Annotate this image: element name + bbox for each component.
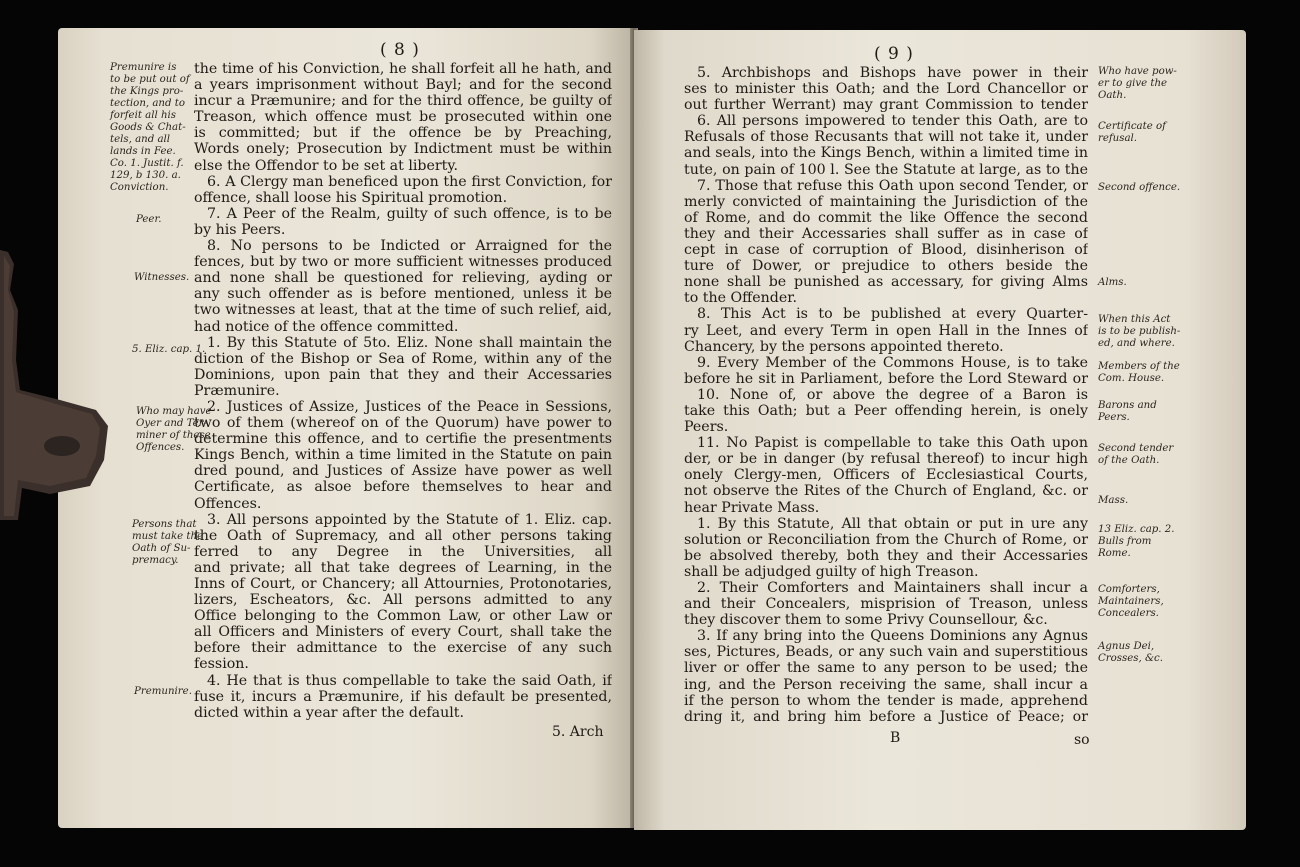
published-note	[1098, 314, 1180, 350]
text-line: before their admittance to the exercise of any such	[194, 640, 612, 657]
premunire-note	[110, 62, 190, 194]
text-line: 11. No Papist is compellable to take this Oath upon	[697, 435, 1088, 452]
margin-note-line: premacy.	[132, 555, 179, 566]
margin-note-line: Oyer and Ter-	[136, 418, 207, 429]
left-page-number: ( 8 )	[380, 40, 420, 60]
text-line: diction of the Bishop or Sea of Rome, within any of the	[194, 350, 612, 367]
margin-note-line: forfeit all his	[110, 110, 177, 121]
text-line: to the Offender.	[684, 290, 797, 307]
text-line: any such offender as is before mentioned, unless it be	[194, 286, 612, 303]
metal-book-clip	[0, 250, 110, 520]
margin-note-line: Peer.	[136, 214, 162, 225]
text-line: 5. Archbishops and Bishops have power in their	[697, 65, 1088, 81]
text-line: two of them (whereof on of the Quorum) have power to	[194, 415, 612, 432]
margin-note-line: Premunire.	[134, 686, 192, 697]
margin-note-line: Second tender	[1098, 443, 1174, 454]
margin-note-line: Rome.	[1098, 548, 1131, 559]
margin-note-line: ed, and where.	[1098, 338, 1175, 349]
text-line: Refusals of those Recusants that will not take it, under	[684, 129, 1088, 146]
text-line: fession.	[194, 656, 249, 673]
text-line: Inns of Court, or Chancery; all Attournies, Protonotaries,	[194, 576, 612, 592]
margin-note-line: Conviction.	[110, 182, 169, 193]
margin-note-line: miner of these	[136, 430, 211, 441]
text-line: and none shall be questioned for relieving, ayding or	[194, 270, 612, 287]
margin-note-line: tels, and all	[110, 134, 171, 145]
text-line: by his Peers.	[194, 221, 286, 238]
text-line: the Oath of Supremacy, and all other persons taking	[194, 527, 612, 544]
text-line: der, or be in danger (by refusal thereof) to incur high	[684, 451, 1088, 468]
text-line: they discover them to some Privy Counsellour, &c.	[684, 612, 1048, 629]
text-line: ing, and the Person receiving the same, shall incur a	[684, 676, 1088, 693]
text-line: 1. By this Statute of 5to. Eliz. None shall maintain the	[207, 334, 612, 351]
text-line: hear Private Mass.	[684, 499, 820, 516]
text-line: lizers, Escheators, &c. All persons admitted to any	[194, 592, 612, 609]
margin-note-line: Co. 1. Justit. f.	[110, 158, 184, 169]
text-line: they and their Accessaries shall suffer as in case of	[684, 225, 1088, 242]
left-catchword: 5. Arch	[552, 724, 604, 740]
text-line: 3. If any bring into the Queens Dominions any Agnus	[697, 628, 1088, 645]
text-line: Offences.	[194, 495, 262, 512]
certificate-note	[1098, 121, 1166, 145]
text-line: determine this offence, and to certifie the presentments	[194, 431, 612, 448]
margin-note-line: Persons that	[132, 519, 197, 530]
margin-note-line: Offences.	[136, 442, 185, 453]
text-line: 2. Their Comforters and Maintainers shall incur a	[697, 580, 1088, 596]
text-line: all Officers and Ministers of every Court, shall take the	[194, 624, 612, 641]
margin-note-line: er to give the	[1098, 78, 1168, 89]
margin-note-line: Members of the	[1098, 361, 1180, 372]
text-line: if the person to whom the tender is made, apprehend	[684, 692, 1088, 709]
text-line: not observe the Rites of the Church of England, &c. or	[684, 483, 1088, 500]
text-line: Dominions, upon pain that they and their Accessaries	[194, 366, 612, 383]
text-line: liver or offer the same to any person to be used; the	[684, 660, 1088, 677]
mass-note	[1098, 495, 1128, 507]
margin-note-line: Second offence.	[1098, 182, 1181, 193]
text-line: cept in case of corruption of Blood, disinherison of	[684, 242, 1088, 259]
text-line: before he sit in Parliament, before the Lord Steward or	[684, 370, 1088, 387]
barons-note	[1098, 400, 1157, 424]
margin-note-line: is to be publish-	[1098, 326, 1181, 337]
text-line: Præmunire.	[194, 382, 280, 399]
margin-note-line: of the Oath.	[1098, 455, 1160, 466]
margin-note-line: Who may have	[136, 406, 212, 417]
text-line: out further Werrant) may grant Commission to tender	[684, 97, 1088, 114]
text-line: Peers.	[684, 419, 729, 436]
text-line: 9. Every Member of the Commons House, is to take	[697, 354, 1088, 371]
margin-note-line: must take the	[132, 531, 204, 542]
comforters-note	[1098, 584, 1164, 620]
text-line: Certificate, as alsoe before themselves to hear and	[194, 479, 612, 496]
text-line: 4. He that is thus compellable to take the said Oath, if	[207, 672, 612, 689]
text-line: merly convicted of maintaining the Jurisdiction of the	[684, 193, 1088, 210]
text-line: Chancery, by the persons appointed thereto.	[684, 338, 1004, 355]
margin-note-line: Concealers.	[1098, 608, 1159, 619]
text-line: 8. No persons to be Indicted or Arraigned for the	[207, 238, 612, 255]
text-line: and seals, into the Kings Bench, within a limited time in	[684, 145, 1088, 162]
text-line: none shall be punished as accessary, for giving Alms	[684, 274, 1088, 291]
margin-note-line: Who have pow-	[1098, 66, 1177, 77]
text-line: 6. A Clergy man beneficed upon the first Conviction, for	[207, 173, 612, 190]
margin-note-line: 13 Eliz. cap. 2.	[1098, 524, 1175, 535]
margin-note-line: tection, and to	[110, 98, 185, 109]
who-power-note	[1098, 66, 1177, 102]
right-page-number: ( 9 )	[874, 44, 914, 64]
margin-note-line: Agnus Dei,	[1098, 641, 1155, 652]
text-line: fuse it, incurs a Præmunire, if his default be presented,	[194, 688, 612, 705]
margin-note-line: Peers.	[1098, 412, 1130, 423]
text-line: dicted within a year after the default.	[194, 704, 465, 721]
text-line: else the Offendor to be set at liberty.	[194, 157, 458, 174]
text-line: 6. All persons impowered to tender this Oath, are to	[697, 113, 1088, 130]
margin-note-line: Certificate of	[1098, 121, 1166, 132]
text-line: onely Clergy-men, Officers of Ecclesiastical Courts,	[684, 467, 1088, 484]
margin-note-line: refusal.	[1098, 133, 1138, 144]
text-line: ferred to any Degree in the Universities, all	[194, 543, 612, 560]
text-line: ture of Dower, or prejudice to others beside the	[684, 258, 1088, 275]
right-body-text	[684, 65, 1088, 725]
eliz-note	[132, 344, 205, 356]
text-line: take this Oath; but a Peer offending herein, is onely	[684, 402, 1088, 419]
witnesses-note	[134, 272, 189, 284]
text-line: 3. All persons appointed by the Statute of 1. Eliz. cap.	[207, 511, 612, 528]
alms-note	[1098, 277, 1127, 289]
margin-note-line: Premunire is	[110, 62, 177, 73]
oyer-note	[136, 406, 212, 454]
text-line: dred pound, and Justices of Assize have power as well	[194, 463, 612, 480]
margin-note-line: Comforters,	[1098, 584, 1160, 595]
margin-note-line: Com. House.	[1098, 373, 1165, 384]
margin-note-line: Crosses, &c.	[1098, 653, 1164, 664]
text-line: 8. This Act is to be published at every Quarter-	[697, 306, 1088, 323]
text-line: incur a Præmunire; and for the third offence, be guilty of	[194, 93, 612, 110]
margin-note-line: Maintainers,	[1098, 596, 1164, 607]
agnus-note	[1098, 641, 1163, 665]
margin-note-line: Bulls from	[1098, 536, 1152, 547]
text-line: fences, but by two or more sufficient witnesses produced	[194, 254, 612, 271]
premunire2-note	[134, 686, 192, 698]
text-line: and their Concealers, misprision of Treason, unless	[684, 596, 1088, 613]
margin-note-line: Barons and	[1098, 400, 1157, 411]
margin-note-line: When this Act	[1098, 314, 1171, 325]
text-line: 10. None of, or above the degree of a Baron is	[697, 386, 1088, 403]
text-line: Kings Bench, within a time limited in the Statute on pain	[194, 447, 612, 464]
text-line: tute, on pain of 100 l. See the Statute at large, as to the	[684, 161, 1088, 178]
margin-note-line: Oath.	[1098, 90, 1127, 101]
margin-note-line: lands in Fee.	[110, 146, 176, 157]
text-line: 7. A Peer of the Realm, guilty of such offence, is to be	[207, 205, 612, 222]
margin-note-line: Witnesses.	[134, 272, 190, 283]
text-line: Treason, which offence must be prosecuted within one	[194, 109, 612, 126]
text-line: Office belonging to the Common Law, or other Law or	[194, 608, 612, 625]
margin-note-line: Mass.	[1098, 495, 1129, 506]
right-page	[634, 30, 1246, 830]
text-line: 2. Justices of Assize, Justices of the Peace in Sessions,	[207, 398, 612, 415]
text-line: 1. By this Statute, All that obtain or put in ure any	[697, 515, 1088, 532]
text-line: a years imprisonment without Bayl; and for the second	[194, 77, 612, 94]
text-line: two witnesses at least, that at the time of such relief, aid,	[194, 302, 612, 319]
margin-note-line: 129, b 130. a.	[110, 170, 181, 181]
second-tender-note	[1098, 443, 1173, 467]
text-line: shall be adjudged guilty of high Treason.	[684, 563, 979, 580]
text-line: Words onely; Prosecution by Indictment must be within	[194, 141, 612, 158]
margin-note-line: to be put out of	[110, 74, 190, 85]
margin-note-line: 5. Eliz. cap. 1.	[132, 344, 206, 355]
text-line: of Rome, and do commit the like Offence the second	[684, 209, 1088, 226]
supremacy-note	[132, 519, 203, 567]
text-line: offence, shall loose his Spiritual promotion.	[194, 189, 508, 206]
margin-note-line: the Kings pro-	[110, 86, 184, 97]
eliz13-note	[1098, 524, 1175, 560]
right-catchword: so	[1074, 732, 1090, 748]
members-note	[1098, 361, 1180, 385]
text-line: and private; all that take degrees of Learning, in the	[194, 559, 612, 576]
second-offence-note	[1098, 182, 1180, 194]
text-line: ses to minister this Oath; and the Lord Chancellor or	[684, 81, 1088, 98]
text-line: be absolved thereby, both they and their Accessaries	[684, 547, 1088, 564]
text-line: ry Leet, and every Term in open Hall in the Innes of	[684, 322, 1088, 339]
margin-note-line: Oath of Su-	[132, 543, 191, 554]
text-line: dring it, and bring him before a Justice of Peace; or	[684, 708, 1088, 725]
margin-note-line: Alms.	[1098, 277, 1127, 288]
text-line: is committed; but if the offence be by Preaching,	[194, 125, 612, 142]
text-line: had notice of the offence committed.	[194, 318, 459, 335]
signature-mark: B	[890, 730, 901, 746]
text-line: ses, Pictures, Beads, or any such vain and superstitious	[684, 644, 1088, 661]
text-line: 7. Those that refuse this Oath upon second Tender, or	[697, 177, 1088, 194]
margin-note-line: Goods & Chat-	[110, 122, 186, 133]
peer-note	[136, 214, 161, 226]
left-body-text	[194, 61, 612, 721]
text-line: the time of his Conviction, he shall forfeit all he hath, and	[194, 61, 612, 77]
left-page	[58, 28, 636, 828]
text-line: solution or Reconciliation from the Church of Rome, or	[684, 531, 1088, 548]
